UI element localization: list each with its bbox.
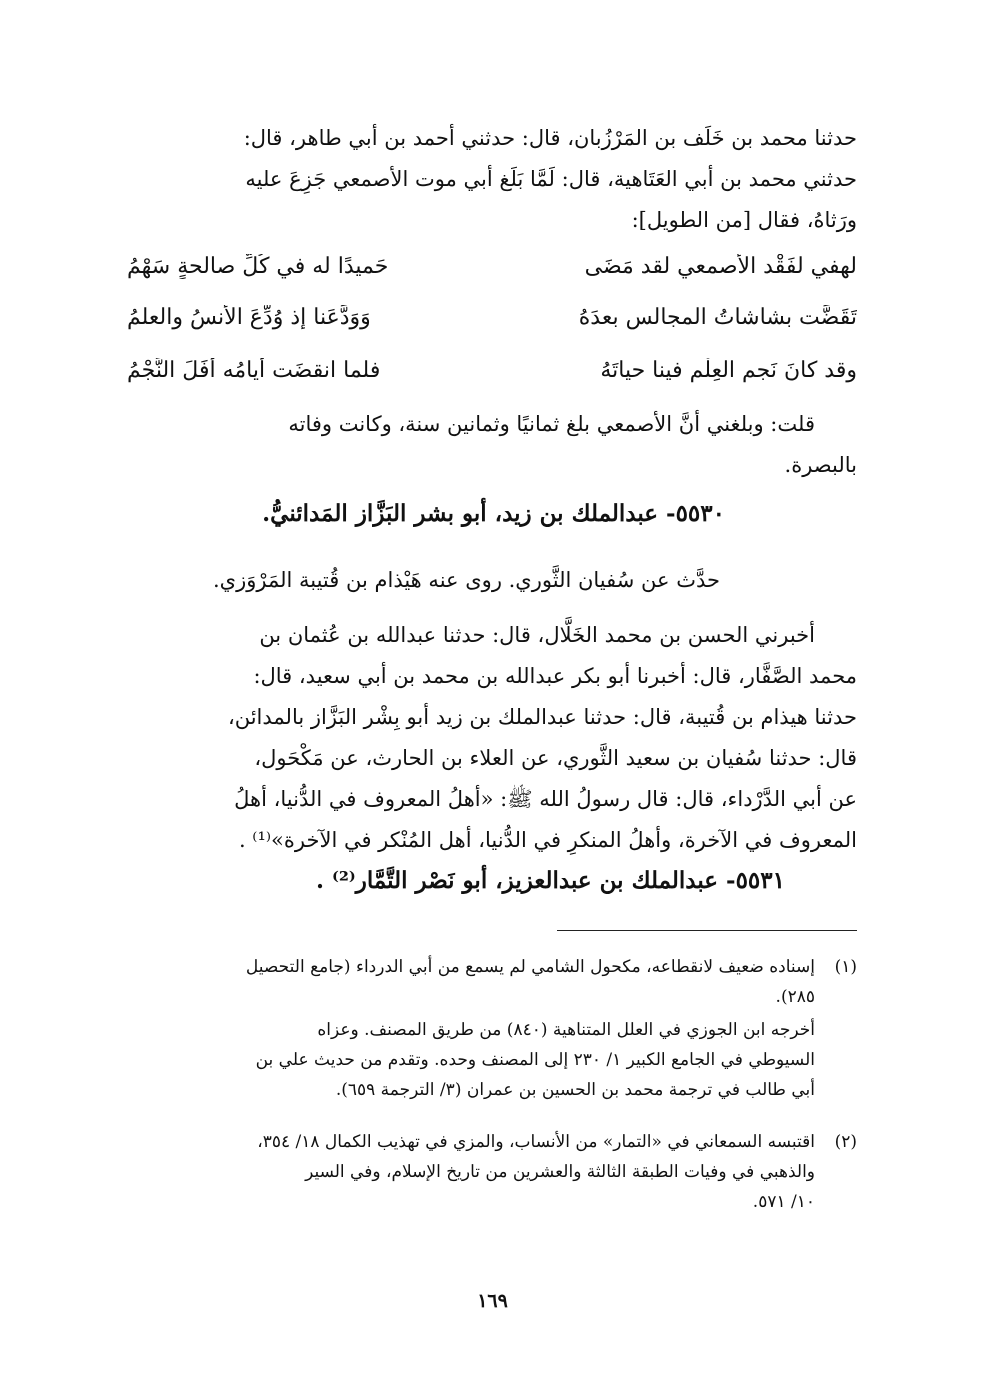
verse-second-hemistich: حَميدًا له في كُلِّ صالحةٍ سَهْمُ bbox=[127, 254, 389, 279]
text-line: المعروف في الآخرة، وأهلُ المنكرِ في الدُّنيا، أهل المُنْكر في الآخرة»⁽¹⁾ . bbox=[238, 828, 857, 852]
footnote-line: أبي طالب في ترجمة محمد بن الحسين بن عمران (٣/ الترجمة ٦٥٩). bbox=[335, 1080, 815, 1100]
footnote-number: (٢) bbox=[834, 1132, 857, 1152]
paragraph-entry-intro: حدَّث عن سُفيان الثَّوري. روى عنه هَيْذام بن قُتيبة المَرْوَزي. bbox=[212, 568, 720, 592]
footnote-1-continued bbox=[132, 1015, 857, 1105]
text-line: حدثنا هيذام بن قُتيبة، قال: حدثنا عبدالملك بن زيد أبو بِشْر البَزَّاز بالمدائن، bbox=[227, 705, 857, 729]
entry-heading: ٥٥٣١- عبدالملك بن عبدالعزيز، أبو نَصْر التَّمَّار⁽²⁾ . bbox=[315, 867, 785, 894]
paragraph-note bbox=[127, 404, 857, 486]
entry-heading: ٥٥٣٠- عبدالملك بن زيد، أبو بشر البَزَّاز المَدائنيُّ. bbox=[262, 500, 725, 527]
text-line: ورَثاهُ، فقال [من الطويل]: bbox=[631, 208, 857, 232]
text-line: عن أبي الدَّرْداء، قال: قال رسولُ الله ﷺ: «أهلُ المعروف في الدُّنيا، أهلُ bbox=[234, 787, 857, 811]
footnote-2 bbox=[132, 1127, 857, 1217]
poem-verse bbox=[127, 358, 857, 400]
footnote-number: (١) bbox=[834, 957, 857, 977]
footnote-line: والذهبي في وفيات الطبقة الثالثة والعشرين من تاريخ الإسلام، وفي السير bbox=[305, 1162, 815, 1182]
text-line: حدثني محمد بن أبي العَتَاهية، قال: لَمَّا بَلَغ أبي موت الأصمعي جَزِعَ عليه bbox=[245, 167, 857, 191]
footnote-line: السيوطي في الجامع الكبير ١/ ٢٣٠ إلى المصنف وحده. وتقدم من حديث علي بن bbox=[255, 1050, 815, 1070]
poem-verse bbox=[127, 305, 857, 347]
paragraph-hadith bbox=[127, 615, 857, 861]
page-number: ١٦٩ bbox=[477, 1290, 508, 1312]
text-line: بالبصرة. bbox=[784, 453, 857, 477]
footnote-divider bbox=[557, 930, 857, 931]
footnote-line: ١٠/ ٥٧١. bbox=[752, 1192, 815, 1212]
footnote-line: ٢٨٥). bbox=[775, 987, 815, 1007]
text-line: قلت: وبلغني أنَّ الأصمعي بلغ ثمانيًا وثمانين سنة، وكانت وفاته bbox=[288, 412, 815, 436]
footnote-line: أخرجه ابن الجوزي في العلل المتناهية (٨٤٠) من طريق المصنف. وعزاه bbox=[317, 1020, 815, 1040]
verse-first-hemistich: تَقَضَّت بشاشاتُ المجالس بعدَهُ bbox=[578, 305, 857, 330]
text-line: أخبرني الحسن بن محمد الخَلَّال، قال: حدثنا عبدالله بن عُثمان بن bbox=[259, 623, 815, 647]
verse-first-hemistich: وقد كانَ نَجم العِلْم فينا حياتَهُ bbox=[600, 358, 857, 383]
poem-verse bbox=[127, 254, 857, 296]
text-line: حدثنا محمد بن خَلَف بن المَرْزُبان، قال: حدثني أحمد بن أبي طاهر، قال: bbox=[243, 126, 857, 150]
verse-second-hemistich: وَوَدَّعَنا إذ وُدِّعَ الأنسُ والعلمُ bbox=[127, 305, 371, 330]
text-line: قال: حدثنا سُفيان بن سعيد الثَّوري، عن العلاء بن الحارث، عن مَكْحَول، bbox=[254, 746, 857, 770]
verse-second-hemistich: فلما انقضَت أيامُه أفَلَ النَّجْمُ bbox=[127, 358, 381, 383]
verse-first-hemistich: لهفي لفَقْد الأصمعي لقد مَضَى bbox=[584, 254, 857, 279]
footnote-1 bbox=[132, 952, 857, 1012]
text-line: محمد الصَّفَّار، قال: أخبرنا أبو بكر عبدالله بن محمد بن أبي سعيد، قال: bbox=[253, 664, 857, 688]
footnote-line: إسناده ضعيف لانقطاعه، مكحول الشامي لم يسمع من أبي الدرداء (جامع التحصيل bbox=[245, 957, 815, 977]
footnote-line: اقتبسه السمعاني في «التمار» من الأنساب، والمزي في تهذيب الكمال ١٨/ ٣٥٤، bbox=[257, 1132, 815, 1152]
paragraph-narration bbox=[127, 118, 857, 241]
